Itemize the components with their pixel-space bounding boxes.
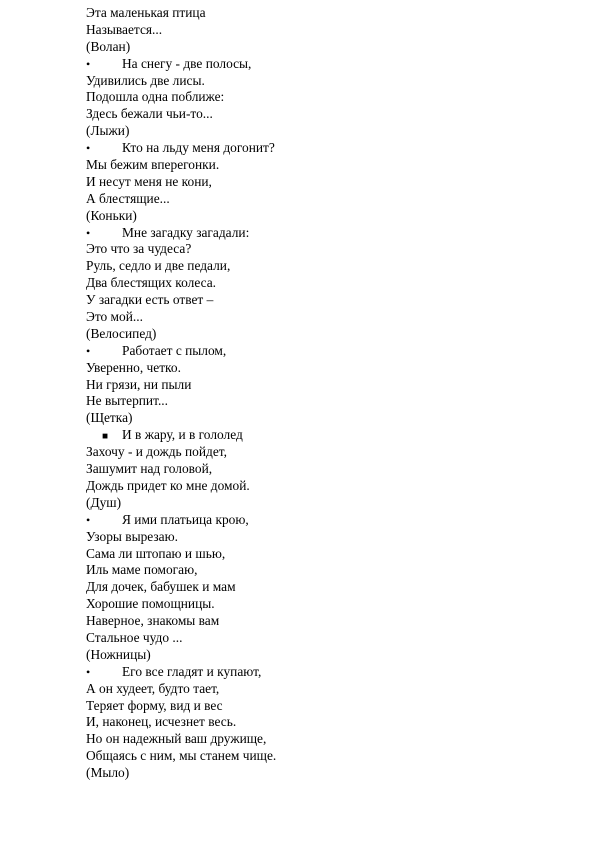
riddle-answer: (Душ) (86, 494, 122, 510)
line-text: Кто на льду меня догонит? (122, 140, 275, 156)
line-text: Подошла одна поближе: (86, 89, 225, 105)
line-text: И в жару, и в гололед (122, 427, 243, 443)
line-text: Теряет форму, вид и вес (86, 697, 223, 713)
square-bullet-icon: ■ (102, 431, 109, 443)
riddle-answer: (Мыло) (86, 765, 130, 781)
line-text: Это что за чудеса? (86, 241, 192, 257)
line-text: Удивились две лисы. (86, 72, 205, 88)
riddles-text (86, 5, 566, 782)
riddle-line (86, 106, 566, 123)
riddle-answer: (Щетка) (86, 410, 133, 426)
riddle-line (86, 698, 566, 715)
line-text: Эта маленькая птица (86, 5, 206, 20)
riddle-line (86, 258, 566, 275)
line-text: Хорошие помощницы. (86, 596, 215, 612)
line-text: И, наконец, исчезнет весь. (86, 714, 237, 730)
riddle-line (86, 748, 566, 765)
riddle-line (86, 562, 566, 579)
line-text: Я ими платьица крою, (122, 511, 249, 527)
line-text: У загадки есть ответ – (86, 292, 214, 308)
riddle-line (86, 478, 566, 495)
riddle-line (86, 174, 566, 191)
line-text: Общаясь с ним, мы станем чище. (86, 748, 277, 764)
line-text: Сама ли штопаю и шью, (86, 545, 226, 561)
line-text: А он худеет, будто тает, (86, 680, 220, 696)
round-bullet-icon: • (86, 141, 91, 156)
riddle-line (86, 596, 566, 613)
riddle-line (86, 681, 566, 698)
riddle-line (86, 579, 566, 596)
line-text: Его все гладят и купают, (122, 663, 262, 679)
line-text: Мне загадку загадали: (122, 224, 250, 240)
bulleted-line (86, 664, 566, 681)
line-text: А блестящие... (86, 190, 170, 206)
line-text: Называется... (86, 21, 163, 37)
round-bullet-icon: • (86, 512, 91, 527)
riddle-line (86, 292, 566, 309)
line-text: Но он надежный ваш дружище, (86, 731, 267, 747)
riddle-line (86, 461, 566, 478)
bulleted-line (86, 512, 566, 529)
riddle-line (86, 377, 566, 394)
riddle-line (86, 393, 566, 410)
riddle-answer: (Волан) (86, 38, 131, 54)
riddle-answer: (Лыжи) (86, 123, 130, 139)
riddle-line (86, 191, 566, 208)
round-bullet-icon: • (86, 56, 91, 71)
line-text: Зашумит над головой, (86, 461, 213, 477)
line-text: Для дочек, бабушек и мам (86, 579, 236, 595)
line-text: Работает с пылом, (122, 342, 227, 358)
riddle-answer: (Велосипед) (86, 325, 157, 341)
line-text: Здесь бежали чьи-то... (86, 106, 213, 122)
line-text: Дождь придет ко мне домой. (86, 477, 250, 493)
riddle-line (86, 360, 566, 377)
riddle-answer: (Коньки) (86, 207, 137, 223)
riddle-line (86, 73, 566, 90)
bulleted-line (86, 140, 566, 157)
line-text: Узоры вырезаю. (86, 528, 178, 544)
line-text: И несут меня не кони, (86, 173, 212, 189)
riddle-line (86, 714, 566, 731)
bulleted-line (86, 225, 566, 242)
line-text: Руль, седло и две педали, (86, 258, 231, 274)
riddle-line (86, 157, 566, 174)
riddle-line (86, 309, 566, 326)
line-text: Не вытерпит... (86, 393, 168, 409)
riddle-line (86, 275, 566, 292)
bulleted-line (86, 427, 566, 444)
line-text: Мы бежим вперегонки. (86, 157, 220, 173)
round-bullet-icon: • (86, 343, 91, 358)
line-text: Это мой... (86, 309, 143, 325)
line-text: Уверенно, четко. (86, 359, 181, 375)
riddle-line (86, 241, 566, 258)
line-text: Два блестящих колеса. (86, 275, 217, 291)
riddle-line (86, 529, 566, 546)
riddle-line (86, 444, 566, 461)
riddle-line (86, 731, 566, 748)
riddle-line (86, 22, 566, 39)
line-text: Наверное, знакомы вам (86, 613, 220, 629)
line-text: Иль маме помогаю, (86, 562, 198, 578)
bulleted-line (86, 56, 566, 73)
round-bullet-icon: • (86, 664, 91, 679)
riddle-line (86, 630, 566, 647)
riddle-line (86, 5, 566, 22)
round-bullet-icon: • (86, 225, 91, 240)
riddle-line (86, 546, 566, 563)
line-text: Ни грязи, ни пыли (86, 376, 192, 392)
riddle-line (86, 89, 566, 106)
bulleted-line (86, 343, 566, 360)
riddle-answer: (Ножницы) (86, 646, 151, 662)
line-text: Захочу - и дождь пойдет, (86, 444, 227, 460)
line-text: Стальное чудо ... (86, 629, 183, 645)
riddle-line (86, 613, 566, 630)
line-text: На снегу - две полосы, (122, 55, 252, 71)
